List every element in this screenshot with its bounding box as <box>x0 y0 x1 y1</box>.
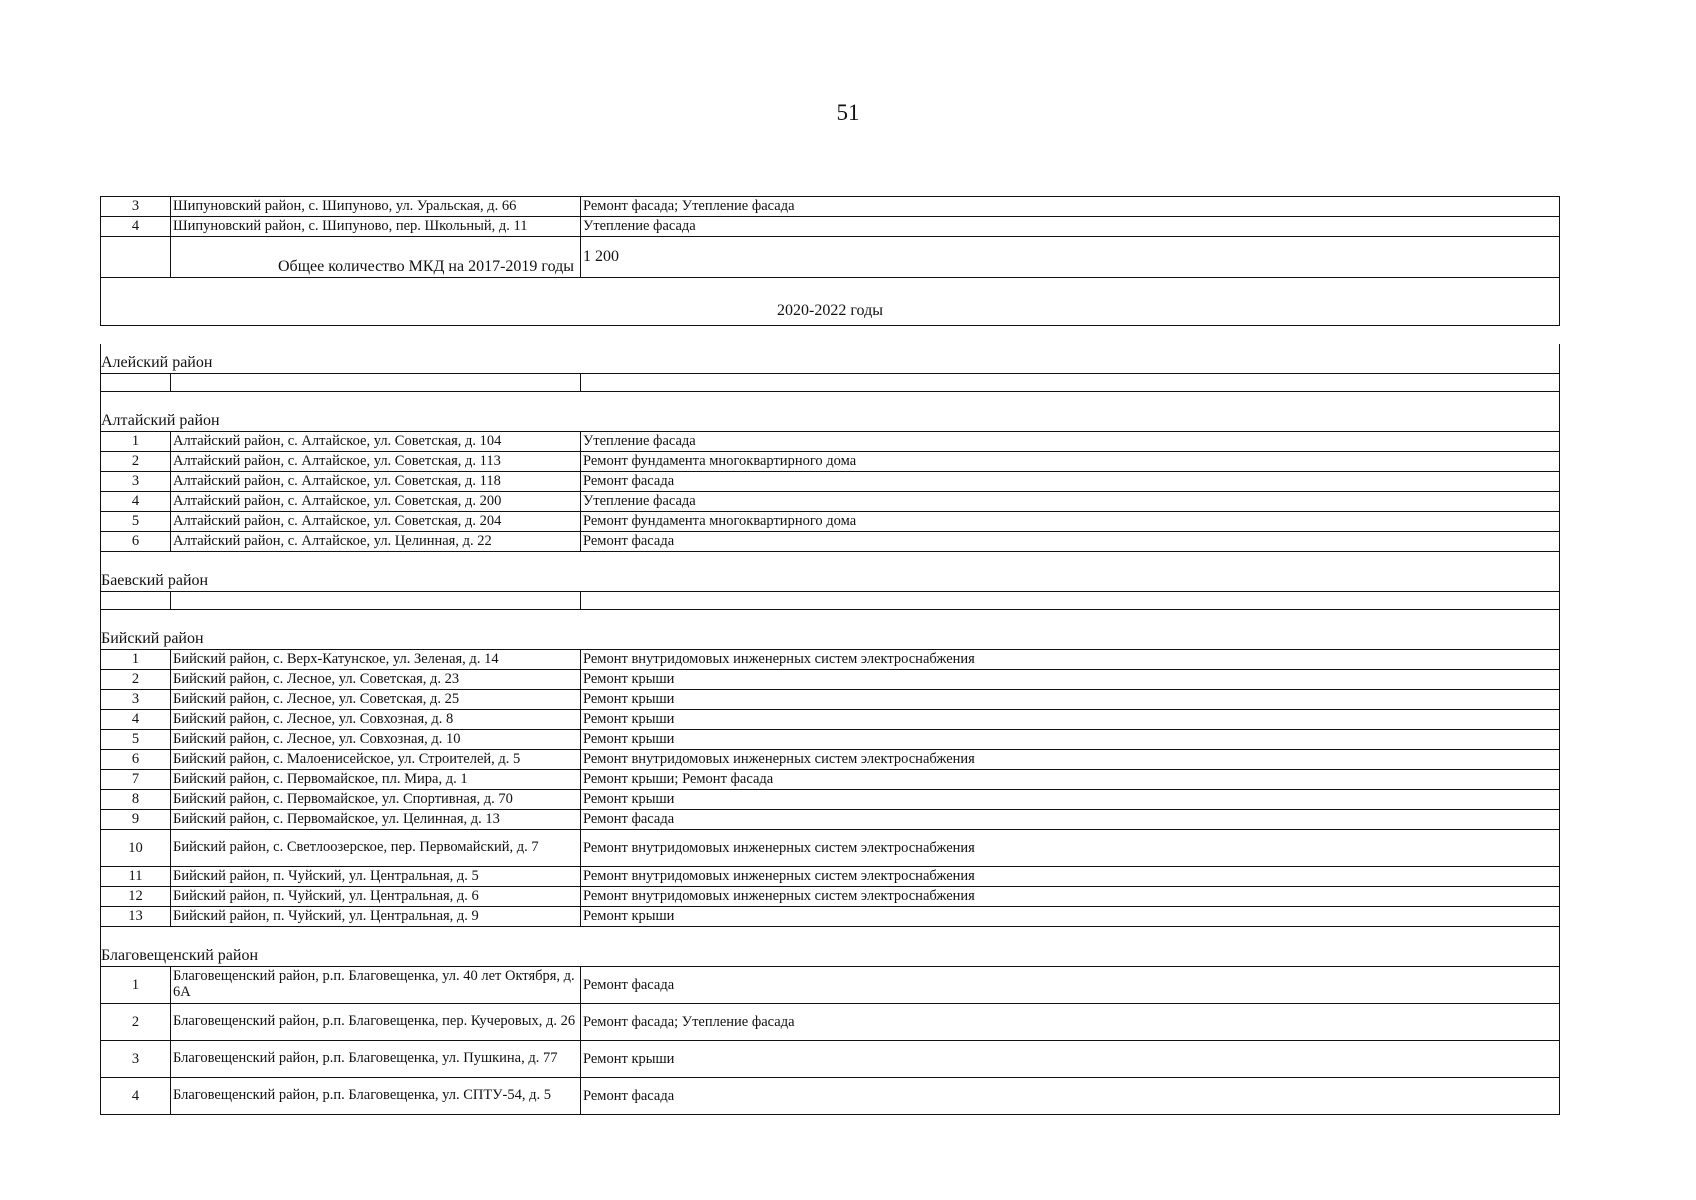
table-row <box>100 810 1560 830</box>
row-address: Алтайский район, с. Алтайское, ул. Советская, д. 113 <box>170 452 580 471</box>
table-row <box>100 690 1560 710</box>
table-row <box>100 217 1560 237</box>
row-number: 1 <box>100 432 170 451</box>
row-work: Ремонт крыши <box>580 710 1560 729</box>
row-address: Бийский район, с. Лесное, ул. Совхозная, д. 10 <box>170 730 580 749</box>
table-row <box>100 650 1560 670</box>
region-header <box>100 610 1560 650</box>
row-number: 13 <box>100 907 170 926</box>
region-header <box>100 552 1560 592</box>
region-title: Баевский район <box>101 572 209 589</box>
row-address: Благовещенский район, р.п. Благовещенка, ул. Пушкина, д. 77 <box>170 1041 580 1077</box>
row-address: Алтайский район, с. Алтайское, ул. Советская, д. 204 <box>170 512 580 531</box>
region-header <box>100 344 1560 374</box>
row-work: Ремонт фундамента многоквартирного дома <box>580 512 1560 531</box>
total-label: Общее количество МКД на 2017-2019 годы <box>170 237 580 277</box>
row-number: 3 <box>100 197 170 216</box>
table-row <box>100 1078 1560 1115</box>
row-number: 4 <box>100 492 170 511</box>
row-address: Благовещенский район, р.п. Благовещенка, ул. СПТУ-54, д. 5 <box>170 1078 580 1114</box>
table-row <box>100 730 1560 750</box>
period-heading <box>100 278 1560 326</box>
table-row <box>100 492 1560 512</box>
region-title: Алейский район <box>101 354 213 371</box>
row-address: Шипуновский район, с. Шипуново, ул. Уральская, д. 66 <box>170 197 580 216</box>
region-header <box>100 392 1560 432</box>
table-row <box>100 1004 1560 1041</box>
row-work: Ремонт внутридомовых инженерных систем электроснабжения <box>580 887 1560 906</box>
table-row <box>100 532 1560 552</box>
table-row <box>100 512 1560 532</box>
row-work: Ремонт фасада <box>580 967 1560 1003</box>
row-address: Алтайский район, с. Алтайское, ул. Советская, д. 104 <box>170 432 580 451</box>
row-work: Ремонт фасада; Утепление фасада <box>580 197 1560 216</box>
row-work: Ремонт внутридомовых инженерных систем электроснабжения <box>580 867 1560 886</box>
total-row <box>100 237 1560 278</box>
row-number: 8 <box>100 790 170 809</box>
row-address: Бийский район, с. Малоенисейское, ул. Строителей, д. 5 <box>170 750 580 769</box>
row-address: Благовещенский район, р.п. Благовещенка, пер. Кучеровых, д. 26 <box>170 1004 580 1040</box>
row-work: Ремонт фасада; Утепление фасада <box>580 1004 1560 1040</box>
table-row <box>100 790 1560 810</box>
region-title: Благовещенский район <box>101 947 258 964</box>
region-header <box>100 927 1560 967</box>
table-top <box>100 196 1560 326</box>
row-address: Бийский район, п. Чуйский, ул. Центральная, д. 9 <box>170 907 580 926</box>
row-number: 5 <box>100 512 170 531</box>
row-work: Ремонт фасада <box>580 810 1560 829</box>
row-work: Ремонт фасада <box>580 532 1560 551</box>
total-value: 1 200 <box>580 237 1560 277</box>
row-address: Бийский район, с. Лесное, ул. Советская, д. 23 <box>170 670 580 689</box>
region-title: Алтайский район <box>101 412 220 429</box>
row-work: Ремонт фасада <box>580 472 1560 491</box>
table-row <box>100 907 1560 927</box>
row-number: 4 <box>100 217 170 236</box>
table-row <box>100 750 1560 770</box>
row-number: 2 <box>100 1004 170 1040</box>
table-row <box>100 452 1560 472</box>
row-address: Бийский район, с. Первомайское, ул. Спортивная, д. 70 <box>170 790 580 809</box>
table-row-empty <box>100 592 1560 610</box>
row-number: 7 <box>100 770 170 789</box>
row-address: Бийский район, с. Верх-Катунское, ул. Зеленая, д. 14 <box>170 650 580 669</box>
table-row <box>100 472 1560 492</box>
row-number: 3 <box>100 1041 170 1077</box>
table-main <box>100 344 1560 1115</box>
row-number: 3 <box>100 472 170 491</box>
row-work <box>580 374 1560 391</box>
row-number: 4 <box>100 1078 170 1114</box>
row-work: Ремонт внутридомовых инженерных систем электроснабжения <box>580 830 1560 866</box>
row-work: Ремонт фасада <box>580 1078 1560 1114</box>
row-number: 2 <box>100 670 170 689</box>
row-number: 6 <box>100 532 170 551</box>
row-work: Ремонт крыши <box>580 790 1560 809</box>
row-number: 1 <box>100 967 170 1003</box>
row-address: Бийский район, с. Первомайское, ул. Целинная, д. 13 <box>170 810 580 829</box>
table-row <box>100 887 1560 907</box>
row-address: Бийский район, п. Чуйский, ул. Центральная, д. 5 <box>170 867 580 886</box>
row-address: Алтайский район, с. Алтайское, ул. Советская, д. 200 <box>170 492 580 511</box>
table-row <box>100 770 1560 790</box>
row-work: Утепление фасада <box>580 492 1560 511</box>
row-work: Ремонт крыши <box>580 907 1560 926</box>
row-number: 3 <box>100 690 170 709</box>
row-work: Ремонт крыши <box>580 1041 1560 1077</box>
row-address: Бийский район, с. Лесное, ул. Совхозная, д. 8 <box>170 710 580 729</box>
row-number: 1 <box>100 650 170 669</box>
row-address: Бийский район, п. Чуйский, ул. Центральная, д. 6 <box>170 887 580 906</box>
row-address: Шипуновский район, с. Шипуново, пер. Школьный, д. 11 <box>170 217 580 236</box>
row-address: Бийский район, с. Светлоозерское, пер. Первомайский, д. 7 <box>170 830 580 866</box>
row-work: Ремонт внутридомовых инженерных систем электроснабжения <box>580 750 1560 769</box>
row-number: 10 <box>100 830 170 866</box>
row-address: Алтайский район, с. Алтайское, ул. Целинная, д. 22 <box>170 532 580 551</box>
row-address: Благовещенский район, р.п. Благовещенка, ул. 40 лет Октября, д. 6А <box>170 967 580 1003</box>
row-work: Ремонт крыши <box>580 730 1560 749</box>
row-number: 5 <box>100 730 170 749</box>
table-row <box>100 710 1560 730</box>
table-row <box>100 670 1560 690</box>
row-number: 12 <box>100 887 170 906</box>
period-label: 2020-2022 годы <box>777 302 883 319</box>
row-work: Ремонт крыши <box>580 670 1560 689</box>
row-work: Ремонт внутридомовых инженерных систем электроснабжения <box>580 650 1560 669</box>
row-address <box>170 374 580 391</box>
row-number <box>100 374 170 391</box>
table-row <box>100 432 1560 452</box>
table-row <box>100 867 1560 887</box>
row-work: Ремонт фундамента многоквартирного дома <box>580 452 1560 471</box>
table-row <box>100 967 1560 1004</box>
row-number: 2 <box>100 452 170 471</box>
table-row-empty <box>100 374 1560 392</box>
table-row <box>100 196 1560 217</box>
region-title: Бийский район <box>101 630 204 647</box>
row-number: 6 <box>100 750 170 769</box>
row-address: Алтайский район, с. Алтайское, ул. Советская, д. 118 <box>170 472 580 491</box>
row-address: Бийский район, с. Первомайское, пл. Мира, д. 1 <box>170 770 580 789</box>
table-row <box>100 830 1560 867</box>
table-row <box>100 1041 1560 1078</box>
row-address <box>170 592 580 609</box>
row-work <box>580 592 1560 609</box>
row-number: 11 <box>100 867 170 886</box>
row-number: 9 <box>100 810 170 829</box>
row-number <box>100 592 170 609</box>
row-address: Бийский район, с. Лесное, ул. Советская, д. 25 <box>170 690 580 709</box>
row-work: Утепление фасада <box>580 217 1560 236</box>
row-work: Утепление фасада <box>580 432 1560 451</box>
row-work: Ремонт крыши <box>580 690 1560 709</box>
row-work: Ремонт крыши; Ремонт фасада <box>580 770 1560 789</box>
page-number: 51 <box>836 100 860 125</box>
row-number: 4 <box>100 710 170 729</box>
total-number-cell <box>100 237 170 277</box>
